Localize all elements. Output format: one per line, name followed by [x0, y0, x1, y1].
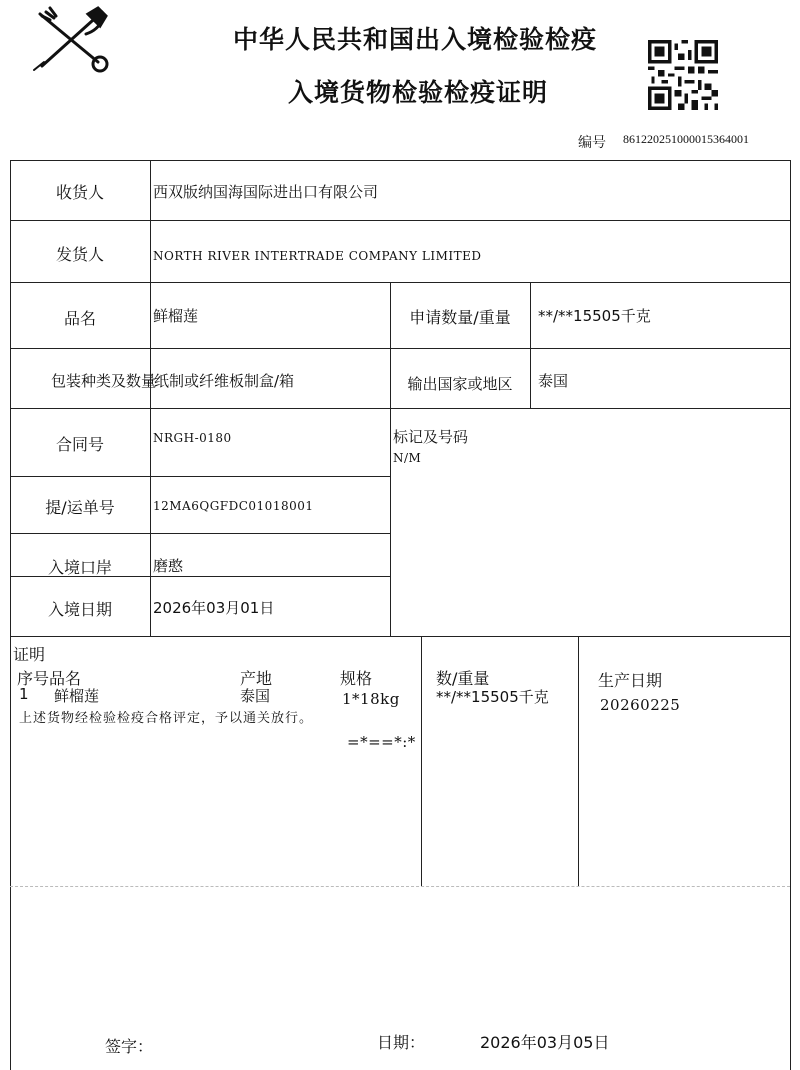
- certificate-heading: 证明: [13, 645, 46, 664]
- signature-label: 签字：: [105, 1037, 154, 1056]
- packing-label: 包装种类及数量: [50, 372, 156, 390]
- qr-code-icon: [648, 40, 718, 110]
- contract-no-value: NRGH-0180: [153, 431, 232, 445]
- row-spec: 1*18kg: [342, 690, 400, 708]
- row-production-date: 20260225: [600, 696, 681, 714]
- product-name-value: 鲜榴莲: [153, 307, 199, 325]
- packing-value: 纸制或纤维板制盒/箱: [154, 372, 295, 390]
- row-seq: 1: [19, 685, 29, 703]
- row-quantity: **/**15505千克: [436, 688, 549, 706]
- product-name-label: 品名: [63, 309, 96, 328]
- column-divider: [390, 282, 391, 636]
- consignee-value: 西双版纳国海国际进出口有限公司: [153, 183, 379, 201]
- entry-port-label: 入境口岸: [47, 558, 112, 577]
- entry-port-value: 磨憨: [153, 557, 184, 575]
- row-divider: [10, 348, 790, 349]
- marks-value: N/M: [393, 451, 422, 465]
- end-mark: =*==*:*: [347, 733, 416, 751]
- column-divider: [578, 636, 579, 886]
- entry-date-label: 入境日期: [47, 600, 112, 619]
- row-divider: [10, 408, 790, 409]
- row-product-name: 鲜榴莲: [54, 687, 100, 705]
- quantity-value: **/**15505千克: [538, 307, 651, 325]
- consignee-label: 收货人: [55, 183, 104, 202]
- table-border-top: [10, 160, 790, 161]
- row-divider: [10, 636, 790, 637]
- document-subtitle: 入境货物检验检疫证明: [287, 78, 548, 107]
- dashed-divider: [10, 886, 790, 887]
- contract-no-label: 合同号: [55, 435, 104, 454]
- entry-date-value: 2026年03月01日: [153, 599, 275, 617]
- quantity-label: 申请数量/重量: [409, 308, 511, 327]
- column-divider: [421, 636, 422, 886]
- serial-number-label: 编号: [578, 135, 606, 151]
- row-origin: 泰国: [240, 687, 271, 705]
- consignor-value: NORTH RIVER INTERTRADE COMPANY LIMITED: [153, 249, 482, 263]
- column-spec: 规格: [340, 669, 373, 688]
- issue-date-value: 2026年03月05日: [480, 1033, 610, 1052]
- origin-country-label: 输出国家或地区: [407, 375, 513, 393]
- column-divider: [530, 282, 531, 408]
- issue-date-label: 日期：: [377, 1033, 426, 1052]
- column-quantity: 数/重量: [436, 669, 490, 688]
- bill-of-lading-value: 12MA6QGFDC01018001: [153, 499, 314, 513]
- row-divider: [10, 476, 390, 477]
- column-origin: 产地: [240, 669, 273, 688]
- column-divider: [150, 160, 151, 636]
- row-divider: [10, 533, 390, 534]
- bill-of-lading-label: 提/运单号: [45, 498, 115, 517]
- row-divider: [10, 220, 790, 221]
- consignor-label: 发货人: [55, 245, 104, 264]
- column-seq-name: 序号品名: [17, 669, 82, 688]
- origin-country-value: 泰国: [538, 372, 569, 390]
- column-production-date: 生产日期: [598, 671, 663, 690]
- row-divider: [10, 282, 790, 283]
- serial-number-value: 861220251000015364001: [623, 132, 749, 146]
- marks-label: 标记及号码: [393, 428, 469, 446]
- statement-text: 上述货物经检验检疫合格评定，予以通关放行。: [19, 711, 314, 726]
- table-border-right: [790, 160, 791, 1070]
- document-title: 中华人民共和国出入境检验检疫: [232, 25, 597, 54]
